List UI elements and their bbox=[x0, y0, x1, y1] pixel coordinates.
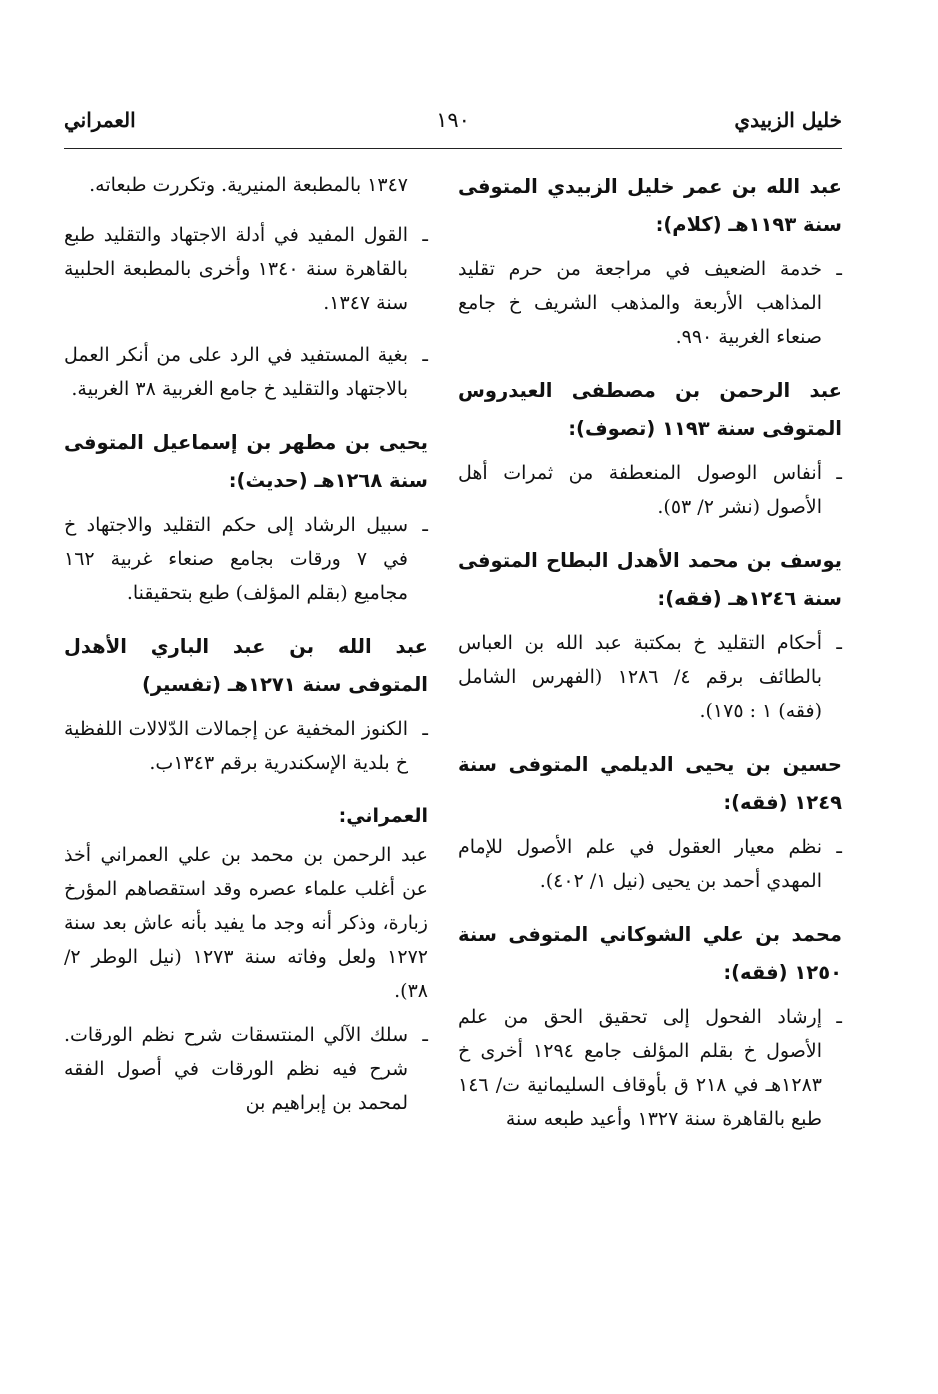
item-dash: ـ bbox=[422, 514, 428, 536]
entry bbox=[64, 424, 428, 610]
entry bbox=[458, 542, 842, 728]
page-number: ١٩٠ bbox=[436, 108, 470, 132]
list-item: ـ أحكام التقليد خ بمكتبة عبد الله بن العباس بالطائف برقم ٤/ ١٢٨٦ (الفهرس الشامل (فقه) ١ : ١٧٥). bbox=[458, 626, 842, 728]
entry-title: حسين بن يحيى الديلمي المتوفى سنة ١٢٤٩ (فقه): bbox=[458, 753, 842, 814]
entry bbox=[64, 628, 428, 780]
continuation-text: ١٣٤٧ بالمطبعة المنيرية. وتكررت طبعاته. bbox=[89, 174, 408, 196]
section bbox=[64, 798, 428, 1120]
entry-title: عبد الله بن عبد الباري الأهدل المتوفى سنة ١٢٧١هـ (تفسير) bbox=[64, 635, 428, 696]
item-dash: ـ bbox=[836, 1006, 842, 1028]
item-dash: ـ bbox=[422, 718, 428, 740]
running-header bbox=[64, 108, 842, 144]
list-item: ـ بغية المستفيد في الرد على من أنكر العمل بالاجتهاد والتقليد خ جامع الغربية ٣٨ الغربية. bbox=[64, 338, 428, 406]
item-dash: ـ bbox=[422, 344, 428, 366]
entry bbox=[458, 168, 842, 354]
section-heading: العمراني: bbox=[338, 805, 428, 827]
header-title-right: خليل الزبيدي bbox=[734, 108, 842, 132]
list-item: ـ خدمة الضعيف في مراجعة من حرم تقليد المذاهب الأربعة والمذهب الشريف خ جامع صنعاء الغربية ٩٩٠. bbox=[458, 252, 842, 354]
entry bbox=[458, 916, 842, 1136]
section-paragraph: عبد الرحمن بن محمد بن علي العمراني أخذ عن أغلب علماء عصره وقد استقصاهم المؤرخ زبارة، وذكر أنه وجد ما يفيد بأنه عاش بعد سنة ١٢٧٢ ولعل وفاته سنة ١٢٧٣ (نيل الوطر ٢/ ٣٨). bbox=[64, 844, 428, 1002]
list-item: ـ أنفاس الوصول المنعطفة من ثمرات أهل الأصول (نشر ٢/ ٥٣). bbox=[458, 456, 842, 524]
item-dash: ـ bbox=[836, 836, 842, 858]
list-item: ـ القول المفيد في أدلة الاجتهاد والتقليد طبع بالقاهرة سنة ١٣٤٠ وأخرى بالمطبعة الحلبية سنة ١٣٤٧. bbox=[64, 218, 428, 320]
header-title-left: العمراني bbox=[64, 108, 136, 132]
left-column bbox=[64, 168, 428, 1138]
entry bbox=[458, 746, 842, 898]
item-dash: ـ bbox=[836, 632, 842, 654]
entry-title: يحيى بن مطهر بن إسماعيل المتوفى سنة ١٢٦٨هـ (حديث): bbox=[64, 431, 428, 492]
entry-title: يوسف بن محمد الأهدل البطاح المتوفى سنة ١٢٤٦هـ (فقه): bbox=[458, 549, 842, 610]
item-dash: ـ bbox=[422, 1024, 428, 1046]
entry-title: محمد بن علي الشوكاني المتوفى سنة ١٢٥٠ (فقه): bbox=[458, 923, 842, 984]
list-item: ـ سلك الآلي المنتسقات شرح نظم الورقات. شرح فيه نظم الورقات في أصول الفقه لمحمد بن إبراهيم بن bbox=[64, 1018, 428, 1120]
list-item: ـ سبيل الرشاد إلى حكم التقليد والاجتهاد خ في ٧ ورقات بجامع صنعاء غربية ١٦٢ مجاميع (بقلم المؤلف) طبع بتحقيقنا. bbox=[64, 508, 428, 610]
entry bbox=[458, 372, 842, 524]
list-item: ـ إرشاد الفحول إلى تحقيق الحق من علم الأصول خ بقلم المؤلف جامع ١٢٩٤ أخرى خ ١٢٨٣هـ في ٢١٨ ق بأوقاف السليمانية ت/ ١٤٦ طبع بالقاهرة سنة ١٣٢٧ وأعيد طبعه سنة bbox=[458, 1000, 842, 1136]
item-dash: ـ bbox=[836, 258, 842, 280]
entry-title: عبد الله بن عمر خليل الزبيدي المتوفى سنة ١١٩٣هـ (كلام): bbox=[458, 175, 842, 236]
item-dash: ـ bbox=[422, 224, 428, 246]
header-rule bbox=[64, 148, 842, 149]
right-column bbox=[458, 168, 842, 1154]
list-item: ـ نظم معيار العقول في علم الأصول للإمام المهدي أحمد بن يحيى (نيل ١/ ٤٠٢). bbox=[458, 830, 842, 898]
entry-title: عبد الرحمن بن مصطفى العيدروس المتوفى سنة ١١٩٣ (تصوف): bbox=[458, 379, 842, 440]
item-dash: ـ bbox=[836, 462, 842, 484]
list-item: ـ الكنوز المخفية عن إجمالات الدّلالات اللفظية خ بلدية الإسكندرية برقم ١٣٤٣ب. bbox=[64, 712, 428, 780]
